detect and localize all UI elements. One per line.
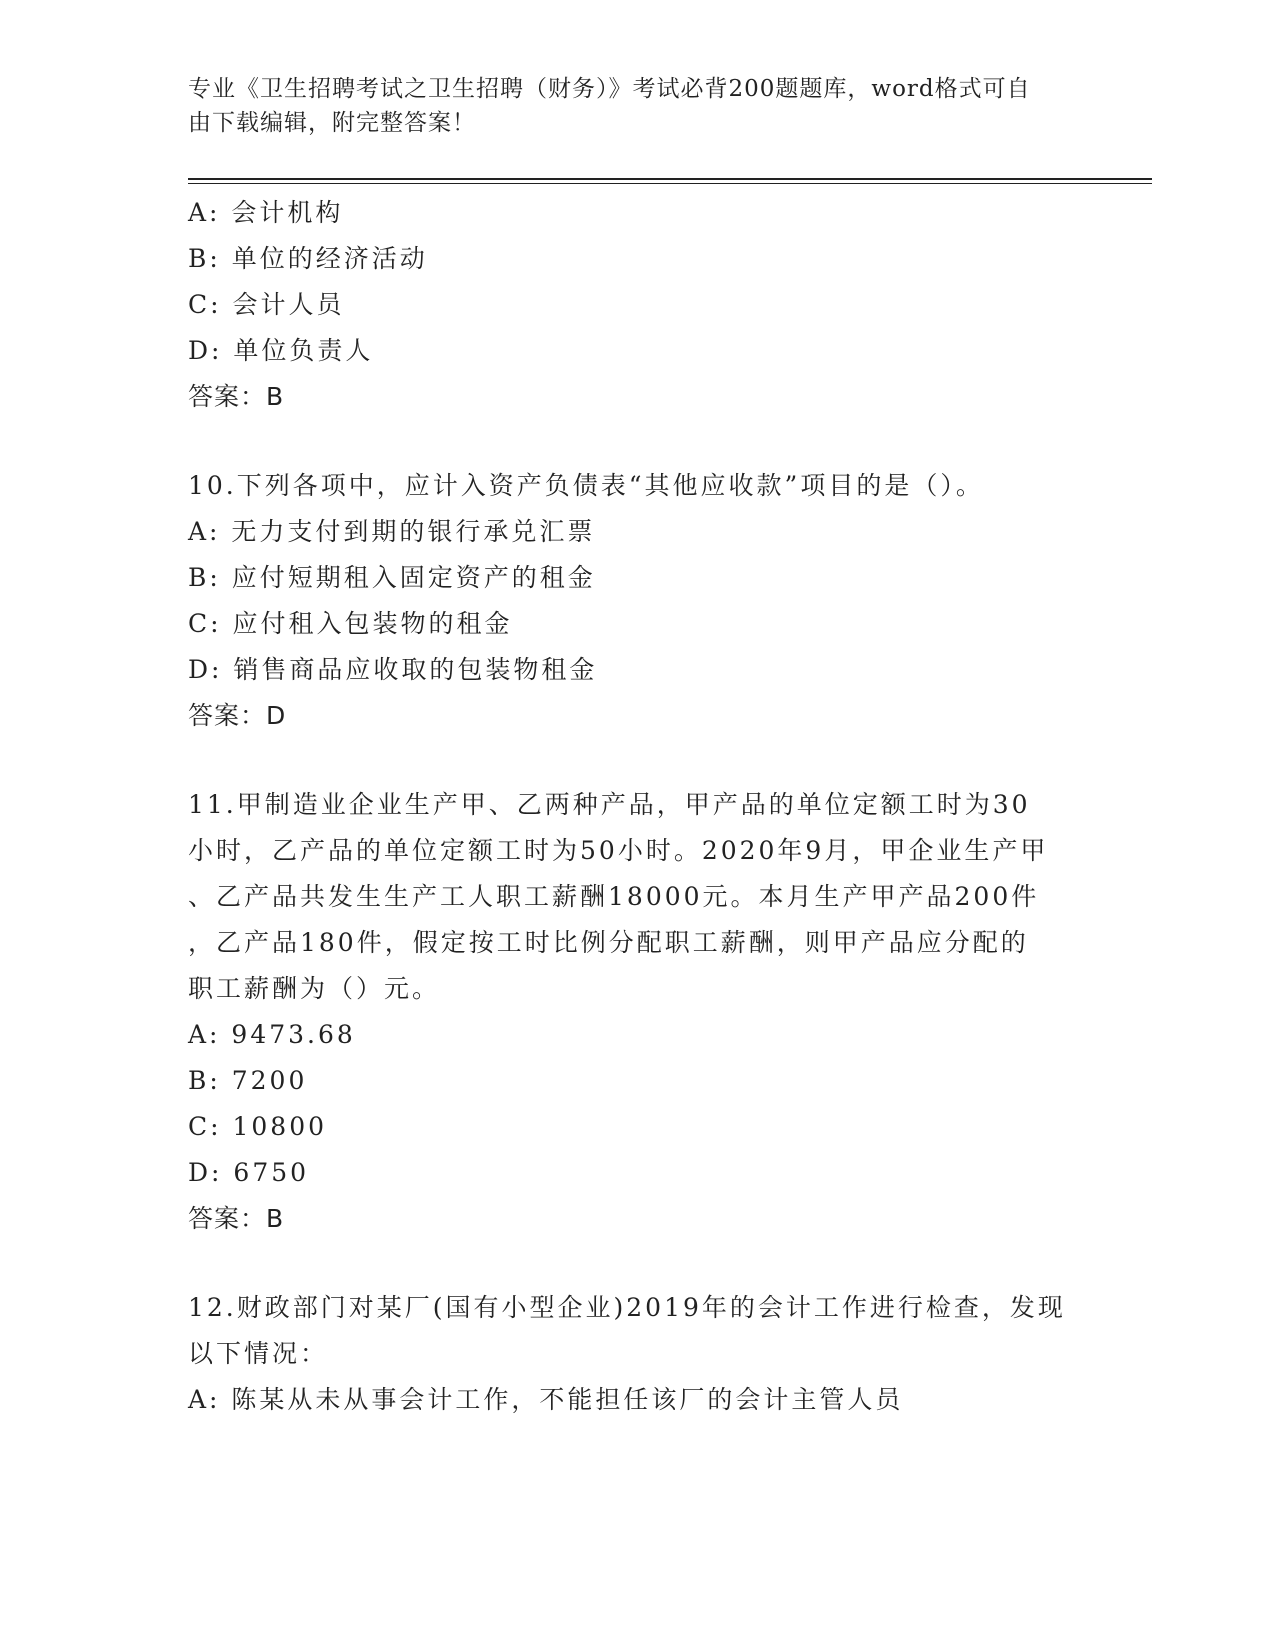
q10-option-c: C: 应付租入包装物的租金 [188, 609, 513, 638]
q12-stem-line-1: 12.财政部门对某厂(国有小型企业)2019年的会计工作进行检查，发现 [188, 1293, 1066, 1322]
spacer [188, 420, 1088, 463]
q12-option-a: A: 陈某从未从事会计工作，不能担任该厂的会计主管人员 [188, 1385, 904, 1414]
q9-option-c: C: 会计人员 [188, 290, 345, 319]
question-10 [188, 463, 1088, 739]
q11-option-c: C: 10800 [188, 1112, 328, 1141]
document-header [188, 72, 1068, 140]
q10-answer: 答案：D [188, 701, 287, 730]
q11-stem-line-1: 11.甲制造业企业生产甲、乙两种产品，甲产品的单位定额工时为30 [188, 790, 1031, 819]
q9-answer: 答案：B [188, 382, 285, 411]
header-line-2: 由下载编辑，附完整答案！ [188, 110, 476, 136]
q11-option-b: B: 7200 [188, 1066, 308, 1095]
header-divider-thick [188, 178, 1152, 180]
q11-stem-line-3: 、乙产品共发生生产工人职工薪酬18000元。本月生产甲产品200件 [188, 882, 1040, 911]
header-line-1: 专业《卫生招聘考试之卫生招聘（财务）》考试必背200题题库，word格式可自 [188, 76, 1031, 102]
q11-stem-line-5: 职工薪酬为（）元。 [188, 974, 441, 1003]
spacer [188, 739, 1088, 782]
q12-stem-line-2: 以下情况： [188, 1339, 329, 1368]
q10-option-d: D: 销售商品应收取的包装物租金 [188, 655, 598, 684]
q9-option-d: D: 单位负责人 [188, 336, 374, 365]
question-12 [188, 1285, 1088, 1423]
q10-option-a: A: 无力支付到期的银行承兑汇票 [188, 517, 596, 546]
q11-option-a: A: 9473.68 [188, 1020, 356, 1049]
q9-option-a: A: 会计机构 [188, 198, 344, 227]
q11-option-d: D: 6750 [188, 1158, 310, 1187]
question-9 [188, 190, 1088, 420]
q10-option-b: B: 应付短期租入固定资产的租金 [188, 563, 596, 592]
question-content [188, 190, 1088, 1423]
q10-stem: 10.下列各项中，应计入资产负债表“其他应收款”项目的是（）。 [188, 471, 984, 500]
q11-stem-line-2: 小时，乙产品的单位定额工时为50小时。2020年9月，甲企业生产甲 [188, 836, 1049, 865]
header-divider-thin [188, 183, 1152, 184]
q11-answer: 答案：B [188, 1204, 285, 1233]
spacer [188, 1242, 1088, 1285]
q11-stem-line-4: ，乙产品180件，假定按工时比例分配职工薪酬，则甲产品应分配的 [188, 928, 1029, 957]
question-11 [188, 782, 1088, 1242]
q9-option-b: B: 单位的经济活动 [188, 244, 428, 273]
